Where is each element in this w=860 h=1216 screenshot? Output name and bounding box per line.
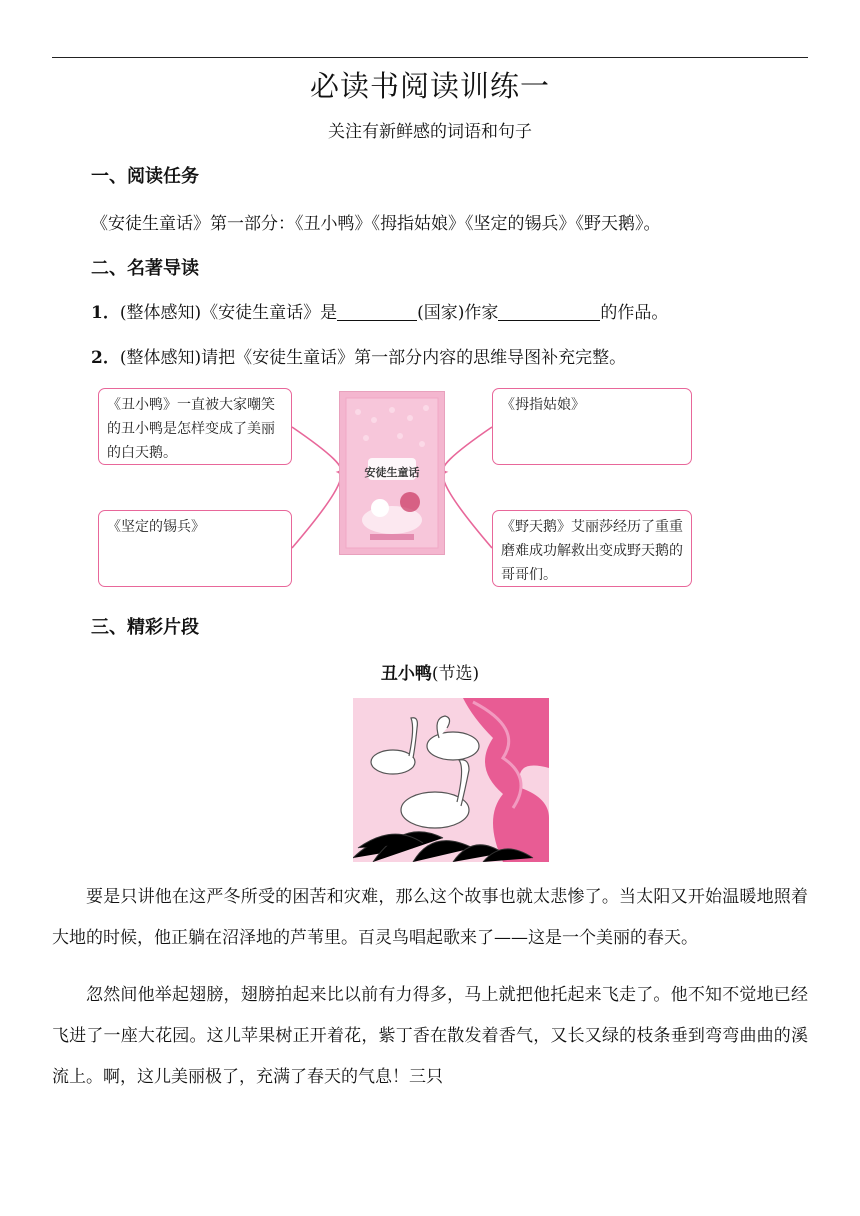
question-number: 1．	[91, 303, 120, 323]
mindmap-box-wild-swans: 《野天鹅》艾丽莎经历了重重磨难成功解救出变成野天鹅的哥哥们。	[492, 510, 692, 587]
question-text: 的作品。	[600, 303, 669, 323]
mindmap-box-thumbelina[interactable]: 《拇指姑娘》	[492, 388, 692, 465]
swan-illustration	[353, 698, 549, 862]
reading-task-text: 《安徒生童话》第一部分：《丑小鸭》《拇指姑娘》《坚定的锡兵》《野天鹅》。	[91, 214, 661, 234]
question-text: 《安徒生童话》是	[201, 303, 338, 323]
section-heading-excerpt: 三、精彩片段	[91, 617, 199, 638]
question-text: 请把《安徒生童话》第一部分内容的思维导图补充完整。	[201, 348, 627, 368]
question-number: 2．	[91, 348, 120, 368]
excerpt-note: (节选)	[431, 664, 480, 684]
question-text: (国家)作家	[417, 303, 499, 323]
section-heading-reading-task: 一、阅读任务	[91, 166, 199, 187]
page-title: 必读书阅读训练一	[309, 69, 550, 103]
book-cover-image	[339, 391, 445, 555]
section-heading-guide: 二、名著导读	[91, 258, 199, 279]
mindmap-box-ugly-duckling: 《丑小鸭》一直被大家嘲笑的丑小鸭是怎样变成了美丽的白天鹅。	[98, 388, 292, 465]
excerpt-title	[0, 659, 860, 684]
excerpt-body	[52, 877, 808, 1098]
mindmap-box-tin-soldier[interactable]: 《坚定的锡兵》	[98, 510, 292, 587]
question-tag: (整体感知)	[119, 303, 202, 323]
book-cover-title: 安徒生童话	[364, 466, 420, 479]
page-subtitle: 关注有新鲜感的词语和句子	[328, 122, 532, 142]
excerpt-paragraph: 忽然间他举起翅膀，翅膀拍起来比以前有力得多，马上就把他托起来飞走了。他不知不觉地已经飞进了一座大花园。这儿苹果树正开着花，紫丁香在散发着香气，又长又绿的枝条垂到弯弯曲曲的溪流上。啊，这儿美丽极了，充满了春天的气息！三只	[52, 985, 808, 1087]
excerpt-paragraph: 要是只讲他在这严冬所受的困苦和灾难，那么这个故事也就太悲惨了。当太阳又开始温暖地照着大地的时候，他正躺在沼泽地的芦苇里。百灵鸟唱起歌来了——这是一个美丽的春天。	[52, 887, 808, 948]
question-tag: (整体感知)	[119, 348, 202, 368]
excerpt-title-text: 丑小鸭	[380, 664, 432, 684]
